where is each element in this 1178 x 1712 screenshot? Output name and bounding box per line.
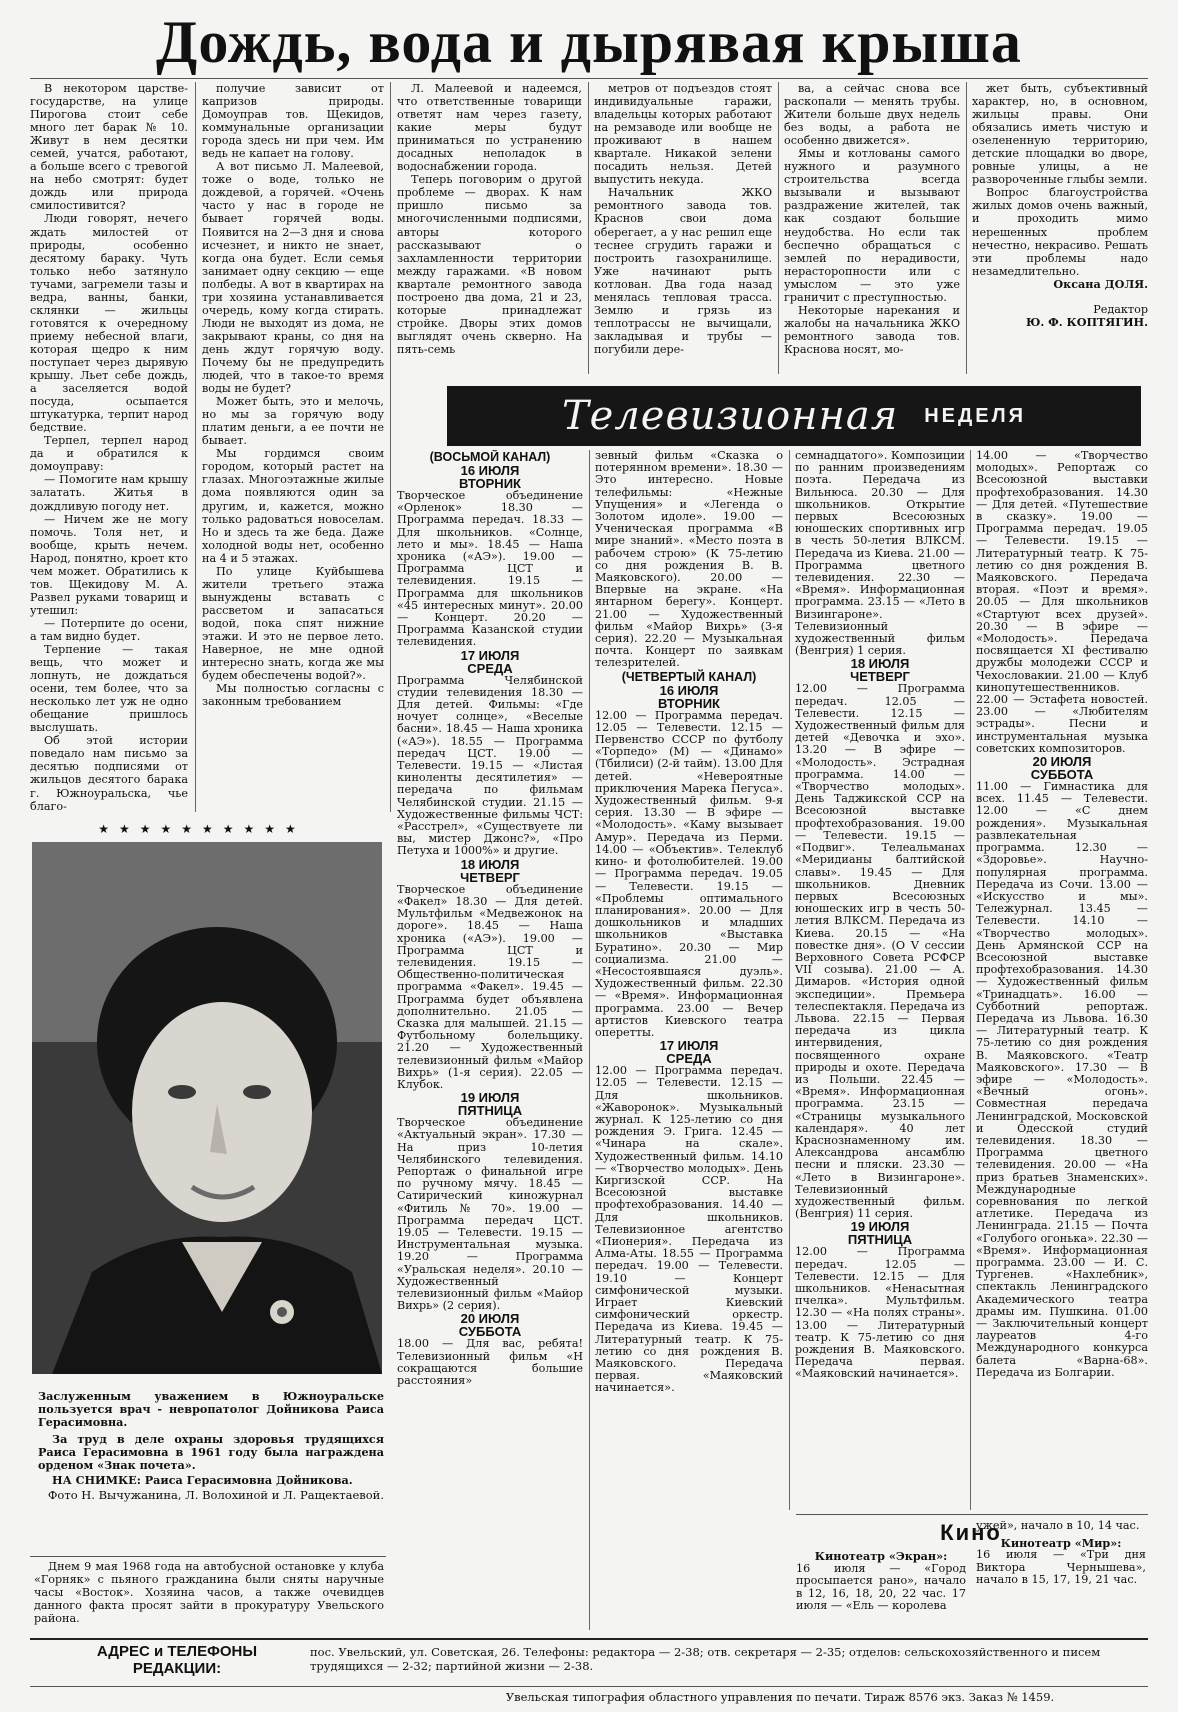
caption-line: За труд в деле охраны здоровья трудящихся Раиса Герасимовна в 1961 году была награждена орденом «Знак почета». xyxy=(38,1432,384,1472)
print-rule xyxy=(30,1686,1148,1687)
column-rule xyxy=(966,82,967,374)
tv-day-heading: 16 ИЮЛЯ xyxy=(659,682,719,698)
tv-day-heading: 17 ИЮЛЯ xyxy=(460,647,520,663)
tv-day-heading: ЧЕТВЕРГ xyxy=(850,669,910,685)
tv-programme-text: 12.00 — Программа передач. 12.05 — Телевести. 12.15 — Для школьников. «Ненасытная пчелка». Мультфильм. 12.30 — «На полях страны». 13.00 — Литературный театр. К 75-летию со дня рождения В. Маяковского. Передача первая. «Маяковский начинается». xyxy=(795,1245,965,1381)
kino-mir-text: 16 июля — «Три дня Виктора Чернышева», начало в 15, 17, 19, 21 час. xyxy=(976,1548,1146,1586)
article-paragraph: получие зависит от капризов природы. Домоуправ тов. Щекидов, коммунальные организации города здесь ни при чем. Им ведь не капает на голову. xyxy=(202,82,384,161)
tv-day-heading: СРЕДА xyxy=(467,660,513,676)
tv-day-heading: СРЕДА xyxy=(666,1051,712,1067)
tv-column-2 xyxy=(595,450,783,1630)
article-paragraph: Начальник ЖКО ремонтного завода тов. Краснов свои дома оберегает, а у нас решил еще теснее сгрудить гаражи и построить газохранилище. Уже начинают рыть котлован. Два года назад менялась тепловая трасса. Землю и грязь из теплотрассы не вычищали, закладывая и трубы — погубили дере- xyxy=(594,186,772,356)
article-paragraph: Терпел, терпел народ да и обратился к домоуправу: xyxy=(30,434,188,474)
tv-day-heading: 18 ИЮЛЯ xyxy=(850,656,910,672)
tv-day-heading: ПЯТНИЦА xyxy=(847,1232,913,1248)
footer-label: АДРЕС и ТЕЛЕФОНЫ РЕДАКЦИИ: xyxy=(96,1643,258,1677)
article-column-3 xyxy=(397,82,582,374)
tv-day-heading: ВТОРНИК xyxy=(658,695,720,711)
article-signature: Оксана ДОЛЯ. xyxy=(1053,276,1148,291)
tv-channel-heading: (ВОСЬМОЙ КАНАЛ) xyxy=(429,450,551,464)
tv-programme-text: Творческое объединение «Орленок» 18.30 — Программа передач. 18.33 — Для школьников. «Солнце, лето и мы». 18.45 — Наша хроника («АЭ»). 19.00 — Программа ЦСТ и телевидения. 19.15 — Программа для школьников «45 интересных минут». 20.00 — Концерт. 20.20 — Программа Казанской студии телевидения. xyxy=(397,489,583,649)
tv-column-1 xyxy=(397,450,583,1630)
article-paragraph: По улице Куйбышева жители третьего этажа вынуждены вставать с рассветом и запасаться водой, пока спят нижние этажи. И это не первое лето. Наверное, не мне одной интересно знать, когда же мы будем обеспечены водой?». xyxy=(202,564,384,683)
article-paragraph: ва, а сейчас снова все раскопали — менять трубы. Жители больше двух недель без воды, а работа не особенно движется». xyxy=(784,82,960,148)
police-notice xyxy=(34,1560,384,1630)
article-paragraph: Об этой истории поведало нам письмо за десятью подписями от жильцов десятого барака г. Южноуральска, чье благо- xyxy=(30,734,188,812)
tv-programme-text: 12.00 — Программа передач. 12.05 — Телевести. 12.15 — Для школьников. «Жаворонок». Музыкальный журнал. К 125-летию со дня рождения Э. Грига. 12.45 — «Чинара на скале». Художественный фильм. 14.10 — «Творчество молодых». День Киргизской ССР. На Всесоюзной выставке профтехобразования. 14.40 — Для школьников. Телевизионное агентство «Пионерия». Передача из Алма-Аты. 18.55 — Программа передач. 19.00 — Телевести. 19.10 — Концерт симфонической музыки. Играет Киевский симфонический оркестр. Передача из Киева. 19.45 — Литературный театр. К 75-летию со дня рождения В. Маяковского. Передача первая. «Маяковский начинается». xyxy=(595,1064,783,1395)
tv-day-heading: 20 ИЮЛЯ xyxy=(1032,754,1092,770)
article-column-5 xyxy=(784,82,960,374)
tv-week-banner xyxy=(447,386,1141,446)
article-paragraph: Теперь поговорим о другой проблеме — дворах. К нам пришло письмо за многочисленными подписями, авторы которого рассказывают о захламленности территории между гаражами. «В новом квартале ремонтного завода построено два дома, 21 и 23, которые принадлежат стройке. Дворы этих домов выглядят очень скверно. На пять-семь xyxy=(397,173,582,356)
tv-programme-text: 14.00 — «Творчество молодых». Репортаж со Всесоюзной выставки профтехобразования. 14.30 — Для детей. «Путешествие в сказку». 19.00 — Программа передач. 19.05 — Телевести. 19.15 — Литературный театр. К 75-летию со дня рождения В. Маяковского. Передача вторая. «Поэт и время». 20.05 — Для школьников «Стартуют всех друзей». 20.30 — В эфире — «Молодость». Передача посвящается XI фестивалю дружбы молодежи СССР и Чехословакии. 21.00 — Клуб кинопутешественников. 22.00 — Эстафета новостей. 23.00 — «Любителям эстрады». Песни и инструментальная музыка советских композиторов. xyxy=(976,450,1148,755)
article-paragraph: метров от подъездов стоят индивидуальные гаражи, владельцы которых работают на ремзаводе или вообще не проживают в нашем квартале. Никакой зелени посадить нельзя. Детей выпустить некуда. xyxy=(594,82,772,187)
kino-mir-title: Кинотеатр «Мир»: xyxy=(1000,1535,1122,1550)
column-rule xyxy=(789,450,790,1510)
tv-programme-text: Творческое объединение «Факел» 18.30 — Для детей. Мультфильм «Медвежонок на дороге». 18.45 — Наша хроника («АЭ»). 19.00 — Программа ЦСТ и телевидения. 19.15 — Общественно-политическая программа «Факел». 19.45 — Программа будет объявлена дополнительно. 21.05 — Сказка для малышей. 21.15 — Футбольному болельщику. 21.20 — Художественный телевизионный фильм «Майор Вихрь» (1-я серия). 22.05 — Клубок. xyxy=(397,882,583,1091)
tv-programme-text: 18.00 — Для вас, ребята! Телевизионный фильм «Н сокращаются большие расстояния» xyxy=(397,1337,583,1387)
article-paragraph: Может быть, это и мелочь, но мы за горячую воду платим деньги, а ее почти не бывает. xyxy=(202,395,384,448)
editor-name-text: Ю. Ф. КОПТЯГИН. xyxy=(1025,314,1148,329)
article-paragraph: В некотором царстве-государстве, на улице Пирогова стоит себе много лет барак № 10. Живут в нем десятки семей, учатся, работают, а больше всего с тревогой на небо смотрят: будет дождь или природа смилостивится? xyxy=(30,82,188,213)
tv-channel-heading: (ЧЕТВЕРТЫЙ КАНАЛ) xyxy=(621,669,757,684)
tv-day-heading: СУББОТА xyxy=(1030,767,1094,783)
column-rule xyxy=(970,450,971,1510)
article-paragraph: Люди говорят, нечего ждать милостей от природы, особенно десятому бараку. Чуть только небо затянуло тучами, загремели тазы и ведра, ванны, банки, склянки — жильцы готовятся к очередному приему небесной влаги, которая щедро к ним поступает через дырявую крышу. Льет себе дождь, а заселяется водой посуда, осыпается штукатурка, терпит народ бедствие. xyxy=(30,212,188,435)
editor-label: Редактор xyxy=(1093,302,1148,316)
headline-rule xyxy=(30,78,1148,79)
tv-column-4 xyxy=(976,450,1148,1510)
tv-day-heading: 19 ИЮЛЯ xyxy=(850,1219,910,1235)
portrait-photo xyxy=(32,842,382,1374)
article-paragraph: — Ничем же не могу помочь. Толя нет, и вообще, крыть нечем. Народ, понятно, кроет кто чем может. Обратились к тов. Щекидову М. А. Развел руками товарищ и утешил: xyxy=(30,512,188,617)
tv-day-heading: СУББОТА xyxy=(458,1324,522,1340)
article-paragraph: А вот письмо Л. Малеевой, тоже о воде, только не дождевой, а горячей. «Очень часто у нас в городе не бывает горячей воды. Появится на 2—3 дня и снова исчезнет, и никто не знает, когда она будет. Если семья занимает одну секцию — еще полбеды. А вот в квартирах на три хозяина устанавливается очередь, кому когда стирать. Люди не выходят из дома, не закрывают краны, со дня на день ждут горячую воду. Почему бы не предупредить людей, что в такое-то время воды не будет? xyxy=(202,160,384,396)
tv-programme-text: семнадцатого». Композиции по ранним произведениям поэта. Передача из Вильнюса. 20.30 — Для школьников. Открытие первых Всесоюзных юношеских спортивных игр в честь 50-летия ВЛКСМ. Передача из Киева. 21.00 — Программа цветного телевидения. 22.30 — «Время». Информационная программа. 23.15 — «Лето в Визингароне». Телевизионный художественный фильм (Венгрия) 1 серия. xyxy=(795,450,965,658)
column-rule xyxy=(589,450,590,1630)
kino-title: Кино xyxy=(940,1520,1002,1545)
editor-name xyxy=(972,316,1148,329)
article-paragraph: Некоторые нарекания и жалобы на начальника ЖКО ремонтного завода тов. Краснова носят, мо- xyxy=(784,303,960,356)
footer-address: пос. Увельский, ул. Советская, 26. Телефоны: редактора — 2-38; отв. секретаря — 2-35; отделов: сельскохозяйственного и писем трудящихся — 2-32; партийной жизни — 2-38. xyxy=(310,1645,1101,1673)
article-paragraph: жет быть, субъективный характер, но, в основном, жильцы правы. Они обязались иметь чистую и озелененную территорию, детские площадки во дворе, ровные улицы, а не развороченные глыбы земли. xyxy=(972,82,1148,187)
article-paragraph: Терпение — такая вещь, что может и лопнуть, не дождаться осени, тем более, что за несколько лет уж не одно обещание пришлось выслушать. xyxy=(30,643,188,735)
article-paragraph: — Потерпите до осени, а там видно будет. xyxy=(30,616,188,643)
tv-day-heading: 18 ИЮЛЯ xyxy=(460,856,520,872)
tv-banner-script: Телевизионная xyxy=(561,393,899,439)
kino-ekran-text: 16 июля — «Город просыпается рано», начало в 12, 16, 18, 20, 22 час. 17 июля — «Ель — королева xyxy=(796,1561,966,1612)
kino-section xyxy=(796,1519,1146,1612)
article-column-1 xyxy=(30,82,188,812)
article-paragraph: Мы гордимся своим городом, который растет на глазах. Многоэтажные жилые дома появляются один за другим, и, кажется, можно только радоваться новоселам. Но и здесь та же беда. Даже холодной воды нет, особенно на 4 и 5 этажах. xyxy=(202,447,384,565)
notice-rule xyxy=(30,1556,386,1557)
tv-day-heading: ЧЕТВЕРГ xyxy=(460,869,520,885)
tv-programme-text: 12.00 — Программа передач. 12.05 — Телевести. 12.15 — Художественный фильм для детей «Девочка и эхо». 13.20 — В эфире — «Молодость». Эстрадная программа. 14.00 — «Творчество молодых». День Таджикской ССР на Всесоюзной выставке профтехобразования. 19.00 — Телевести. 19.15 — «Подвиг». Телеальманах «Меридианы балтийской славы». 19.45 — Для школьников. Дневник первых Всесоюзных юношеских игр в честь 50-летия ВЛКСМ. Передача из Киева. 20.15 — «На повестке дня». (О V сессии Верховного Совета РСФСР VII созыва). 21.00 — А. Димаров. «История одной экспедиции». Премьера телеспектакля. Передача из Львова. 22.15 — Первая передача из цикла интервидения, посвященного охране природы и охоте. Передача из Польши. 22.45 — «Время». Информационная программа. 23.15 — «Страницы музыкального календаря». 40 лет Краснознаменному им. Александрова ансамблю песни и пляски. 23.30 — «Лето в Визингароне». Телевизионный художественный фильм. (Венгрия) 11 серия. xyxy=(795,682,965,1221)
kino-ekran-title: Кинотеатр «Экран»: xyxy=(814,1549,948,1563)
article-paragraph: Мы полностью согласны с законным требованием xyxy=(202,682,384,709)
tv-programme-text: 11.00 — Гимнастика для всех. 11.45 — Телевести. 12.00 — «С днем рождения». Музыкальная развлекательная программа. 12.30 — «Здоровье». Научно-популярная программа. Передача из Сочи. 13.00 — «Искусство и мы». Тележурнал. 13.45 — Телевести. 14.10 — «Творчество молодых». День Армянской ССР на Всесоюзной выставке профтехобразования. 14.30 — Художественный фильм «Тринадцать». 16.00 — Субботний репортаж. Передача из Львова. 16.30 — Литературный театр. К 75-летию со дня рождения В. Маяковского. «Театр Маяковского». 17.30 — В эфире — «Молодость». «Вечный огонь». Совместная передача Ленинградской, Московской и Одесской студий телевидения. 18.30 — Программа цветного телевидения. 20.00 — «На приз братьев Знаменских». Международные соревнования по легкой атлетике. Передача из Ленинграда. 21.15 — Почта «Голубого огонька». 22.30 — «Время». Информационная программа. 23.00 — И. С. Тургенев. «Нахлебник», спектакль Ленинградского Академического театра драмы им. Пушкина. 01.00 — Заключительный концерт лауреатов 4-го Международного конкурса балета «Варна-68». Передача из Болгарии. xyxy=(976,780,1148,1379)
column-rule xyxy=(588,82,589,374)
article-column-4 xyxy=(594,82,772,374)
tv-programme-text: 12.00 — Программа передач. 12.05 — Телевести. 12.15 — Первенство СССР по футболу «Торпедо» (М) — «Динамо» (Тбилиси) (2-й тайм). 13.00 Для детей. «Невероятные приключения Марека Пегуса». Художественный фильм. 9-я серия. 13.30 — В эфире — «Молодость». «Каму вызывает Амур». Передача из Перми. 14.00 — «Объектив». Телеклуб кино- и фотолюбителей. 19.00 — Программа передач. 19.05 — Телевести. 19.15 — «Проблемы оптимального планирования». 20.00 — Для дошкольников и младших школьников «Выставка Буратино». 20.30 — Мир социализма. 21.00 — «Несостоявшаяся дуэль». Художественный фильм. 22.30 — «Время». Информационная программа. 23.00 — Вечер артистов Киевского театра оперетты. xyxy=(595,708,783,1039)
article-paragraph: — Помогите нам крышу залатать. Житья в дождливую погоду нет. xyxy=(30,473,188,513)
tv-day-heading: 20 ИЮЛЯ xyxy=(460,1311,520,1327)
tv-day-heading: 19 ИЮЛЯ xyxy=(460,1090,520,1106)
tv-day-heading: ВТОРНИК xyxy=(459,476,521,491)
article-column-6 xyxy=(972,82,1148,380)
kino-right xyxy=(976,1520,1146,1587)
column-rule xyxy=(390,82,391,812)
photo-caption xyxy=(38,1390,384,1503)
tv-banner-word: НЕДЕЛЯ xyxy=(924,404,1026,427)
notice-text: Днем 9 мая 1968 года на автобусной остановке у клуба «Горняк» с пьяного гражданина были сняты наручные часы «Восток». Хозяина часов, а также очевидцев данного факта просят зайти в прокуратуру Увельского района. xyxy=(34,1560,384,1626)
tv-column-3 xyxy=(795,450,965,1510)
footer-rule xyxy=(30,1638,1148,1640)
caption-line: Заслуженным уважением в Южноуральске пользуется врач - невропатолог Дойникова Раиса Герасимовна. xyxy=(38,1389,384,1429)
print-info: Увельская типография областного управления по печати. Тираж 8576 экз. Заказ № 1459. xyxy=(505,1690,1055,1704)
article-paragraph: Ямы и котлованы самого нужного и разумного строительства всегда вызывали и вызывают раздражение жителей, так как создают большие неудобства. Но если так беспечно обращаться с землей по нерадивости, нерасторопности или с умыслом — это уже граничит с преступностью. xyxy=(784,147,960,304)
article-paragraph: Вопрос благоустройства жилых домов очень важный, и проходить мимо нерешенных проблем нечестно, некрасиво. Решать эти проблемы надо незамедлительно. xyxy=(972,186,1148,278)
tv-day-heading: ПЯТНИЦА xyxy=(457,1103,523,1119)
caption-line: НА СНИМКЕ: Раиса Герасимовна Дойникова. xyxy=(52,1473,353,1487)
article-column-2 xyxy=(202,82,384,812)
star-divider: ★★★★★★★★★★ xyxy=(98,822,306,836)
article-paragraph: Л. Малеевой и надеемся, что ответственные товарищи ответят нам через газету, какие меры будут приниматься по устранению досадных неполадок в водоснабжении города. xyxy=(397,82,582,174)
column-rule xyxy=(195,82,196,812)
footer xyxy=(38,1643,1148,1685)
tv-programme-text: Творческое объединение «Актуальный экран». 17.30 — На приз 10-летия Челябинского телевидения. Репортаж о финальной игре по ручному мячу. 18.45 — Сатирический киножурнал «Фитиль № 70». 19.00 — Программа передач ЦСТ. 19.05 — Телевести. 19.15 — Инструментальная музыка. 19.20 — Программа «Уральская неделя». 20.10 — Художественный телевизионный фильм «Майор Вихрь» (2 серия). xyxy=(397,1116,583,1313)
portrait-illustration xyxy=(32,842,382,1374)
headline: Дождь, вода и дырявая крыша xyxy=(156,9,1022,75)
kino-continuation: ужей», начало в 10, 14 час. xyxy=(976,1519,1140,1532)
tv-programme-text: зевный фильм «Сказка о потерянном времени». 18.30 — Это интересно. Новые телефильмы: «Нежные Упущения» и «Легенда о Золотом идоле». 19.00 — Ученическая программа «В мире знаний». «Место поэта в рабочем строю» (К 75-летию со дня рождения В. В. Маяковского). 20.00 — Впервые на экране. «На янтарном берегу». Концерт. 21.00 — Художественный фильм «Майор Вихрь» (3-я серия). 22.20 — Музыкальная почта. Концерт по заявкам телезрителей. xyxy=(595,450,783,670)
photo-credits: Фото Н. Вычужанина, Л. Волохиной и Л. Ращектаевой. xyxy=(47,1488,384,1502)
kino-ekran xyxy=(796,1550,966,1613)
kino-rule xyxy=(796,1514,1148,1515)
column-rule xyxy=(778,82,779,374)
tv-day-heading: 16 ИЮЛЯ xyxy=(460,463,520,478)
tv-programme-text: Программа Челябинской студии телевидения 18.30 — Для детей. Фильмы: «Где ночует солнце», «Веселые басни». 18.45 — Наша хроника («АЭ»). 18.55 — Программа передач ЦСТ. 19.00 — Телевести. 19.15 — «Листая киноленты десятилетия» — передача по фильмам Челябинской студии. 21.15 — Художественные фильмы ЧСТ: «Расстрел», «Существуете ли вы, мистер Джонс?», «Про Петуха и 1000%» и другие. xyxy=(397,673,583,858)
tv-day-heading: 17 ИЮЛЯ xyxy=(659,1038,719,1054)
